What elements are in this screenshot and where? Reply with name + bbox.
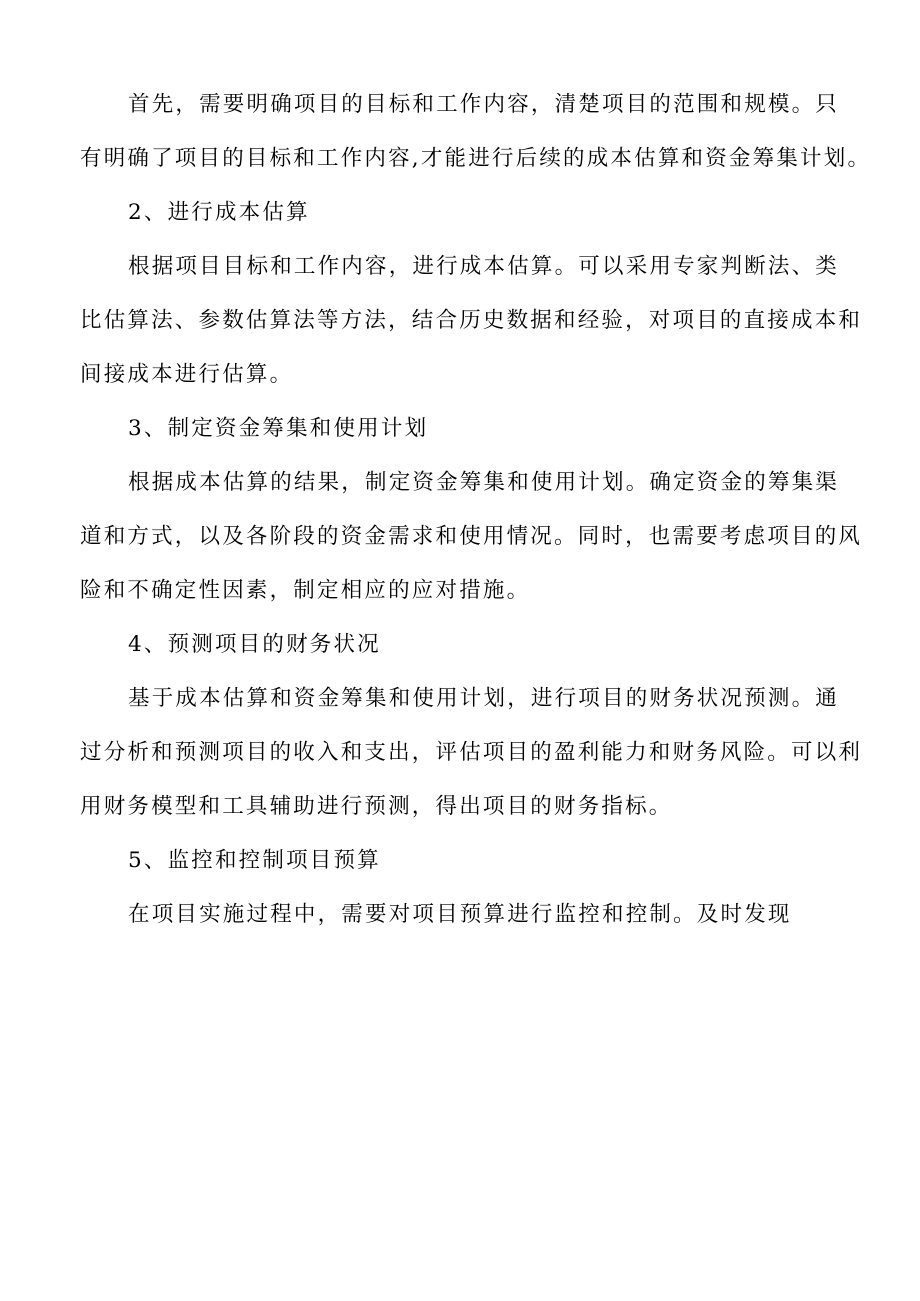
section-heading-text: 3、制定资金筹集和使用计划 xyxy=(128,416,429,441)
paragraph-line: 用财务模型和工具辅助进行预测，得出项目的财务指标。 xyxy=(80,794,673,819)
paragraph-line: 有明确了项目的目标和工作内容,才能进行后续的成本估算和资金筹集计划。 xyxy=(80,146,872,171)
paragraph-line: 险和不确定性因素，制定相应的应对措施。 xyxy=(80,578,531,603)
paragraph-line: 过分析和预测项目的收入和支出，评估项目的盈利能力和财务风险。可以利 xyxy=(80,740,863,765)
section-heading xyxy=(80,402,842,456)
paragraph-line: 道和方式，以及各阶段的资金需求和使用情况。同时，也需要考虑项目的风 xyxy=(80,524,863,549)
paragraph xyxy=(80,456,863,618)
paragraph-line: 根据成本估算的结果，制定资金筹集和使用计划。确定资金的筹集渠 xyxy=(128,470,840,495)
section-heading-text: 5、监控和控制项目预算 xyxy=(128,848,381,873)
document-body xyxy=(80,78,872,942)
section-heading xyxy=(80,186,842,240)
section-heading-text: 2、进行成本估算 xyxy=(128,200,310,225)
paragraph xyxy=(80,240,863,402)
section-heading xyxy=(80,834,842,888)
section-heading-text: 4、预测项目的财务状况 xyxy=(128,632,381,657)
paragraph-line: 首先，需要明确项目的目标和工作内容，清楚项目的范围和规模。只 xyxy=(128,92,840,117)
paragraph-line: 比估算法、参数估算法等方法，结合历史数据和经验，对项目的直接成本和 xyxy=(80,308,863,333)
section-heading xyxy=(80,618,842,672)
paragraph-line: 间接成本进行估算。 xyxy=(80,362,294,387)
paragraph xyxy=(80,78,872,186)
paragraph xyxy=(80,888,842,942)
paragraph-line: 基于成本估算和资金筹集和使用计划，进行项目的财务状况预测。通 xyxy=(128,686,840,711)
paragraph-line: 在项目实施过程中，需要对项目预算进行监控和控制。及时发现 xyxy=(128,902,792,927)
paragraph-line: 根据项目目标和工作内容，进行成本估算。可以采用专家判断法、类 xyxy=(128,254,840,279)
paragraph xyxy=(80,672,863,834)
